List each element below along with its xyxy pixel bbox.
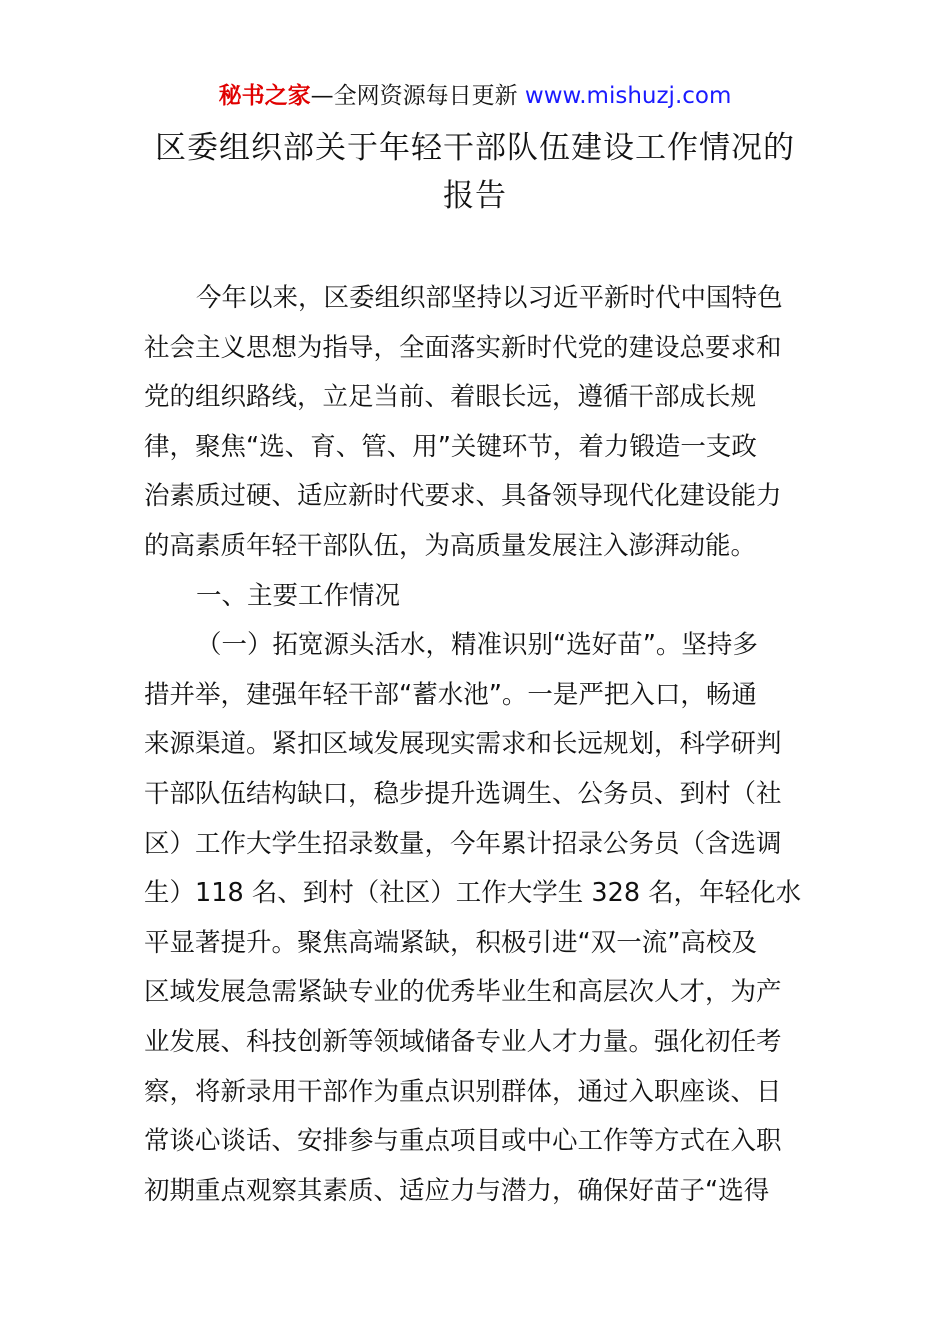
paragraph-line: 今年以来，区委组织部坚持以习近平新时代中国特色 — [196, 283, 783, 313]
paragraph-line: 律，聚焦“选、育、管、用”关键环节，着力锻造一支政 — [144, 431, 757, 462]
watermark-header — [0, 80, 950, 112]
title-line-2: 报告 — [443, 178, 507, 214]
brand-name: 秘书之家 — [218, 83, 311, 109]
paragraph-line: 区）工作大学生招录数量，今年累计招录公务员（含选调 — [144, 828, 782, 859]
paragraph-line: 干部队伍结构缺口，稳步提升选调生、公务员、到村（社 — [144, 778, 782, 809]
section-heading: 一、主要工作情况 — [196, 580, 401, 611]
paragraph-line: 初期重点观察其素质、适应力与潜力，确保好苗子“选得 — [144, 1175, 770, 1206]
paragraph-line: 业发展、科技创新等领域储备专业人才力量。强化初任考 — [144, 1026, 782, 1057]
header-slogan: —全网资源每日更新 — [310, 83, 518, 109]
title-line-1: 区委组织部关于年轻干部队伍建设工作情况的 — [155, 130, 795, 166]
paragraph-line: 的高素质年轻干部队伍，为高质量发展注入澎湃动能。 — [144, 530, 757, 561]
paragraph-line: 社会主义思想为指导，全面落实新时代党的建设总要求和 — [144, 332, 782, 363]
site-url-link[interactable]: www.mishuzj.com — [524, 83, 732, 109]
document-body — [144, 274, 808, 1216]
paragraph-line: （一）拓宽源头活水，精准识别“选好苗”。坚持多 — [196, 630, 758, 661]
paragraph-line: 党的组织路线，立足当前、着眼长远，遵循干部成长规 — [144, 382, 757, 413]
paragraph-line: 区域发展急需紧缺专业的优秀毕业生和高层次人才，为产 — [144, 977, 782, 1008]
paragraph-line: 平显著提升。聚焦高端紧缺，积极引进“双一流”高校及 — [144, 927, 757, 958]
paragraph-line: 措并举，建强年轻干部“蓄水池”。一是严把入口，畅通 — [144, 679, 757, 710]
paragraph-line: 常谈心谈话、安排参与重点项目或中心工作等方式在入职 — [144, 1126, 782, 1157]
paragraph-line: 生）118 名、到村（社区）工作大学生 328 名，年轻化水 — [144, 878, 802, 909]
document-title — [140, 124, 810, 220]
paragraph-line: 来源渠道。紧扣区域发展现实需求和长远规划，科学研判 — [144, 729, 782, 760]
paragraph-line: 治素质过硬、适应新时代要求、具备领导现代化建设能力 — [144, 481, 782, 512]
paragraph-line: 察，将新录用干部作为重点识别群体，通过入职座谈、日 — [144, 1076, 782, 1107]
